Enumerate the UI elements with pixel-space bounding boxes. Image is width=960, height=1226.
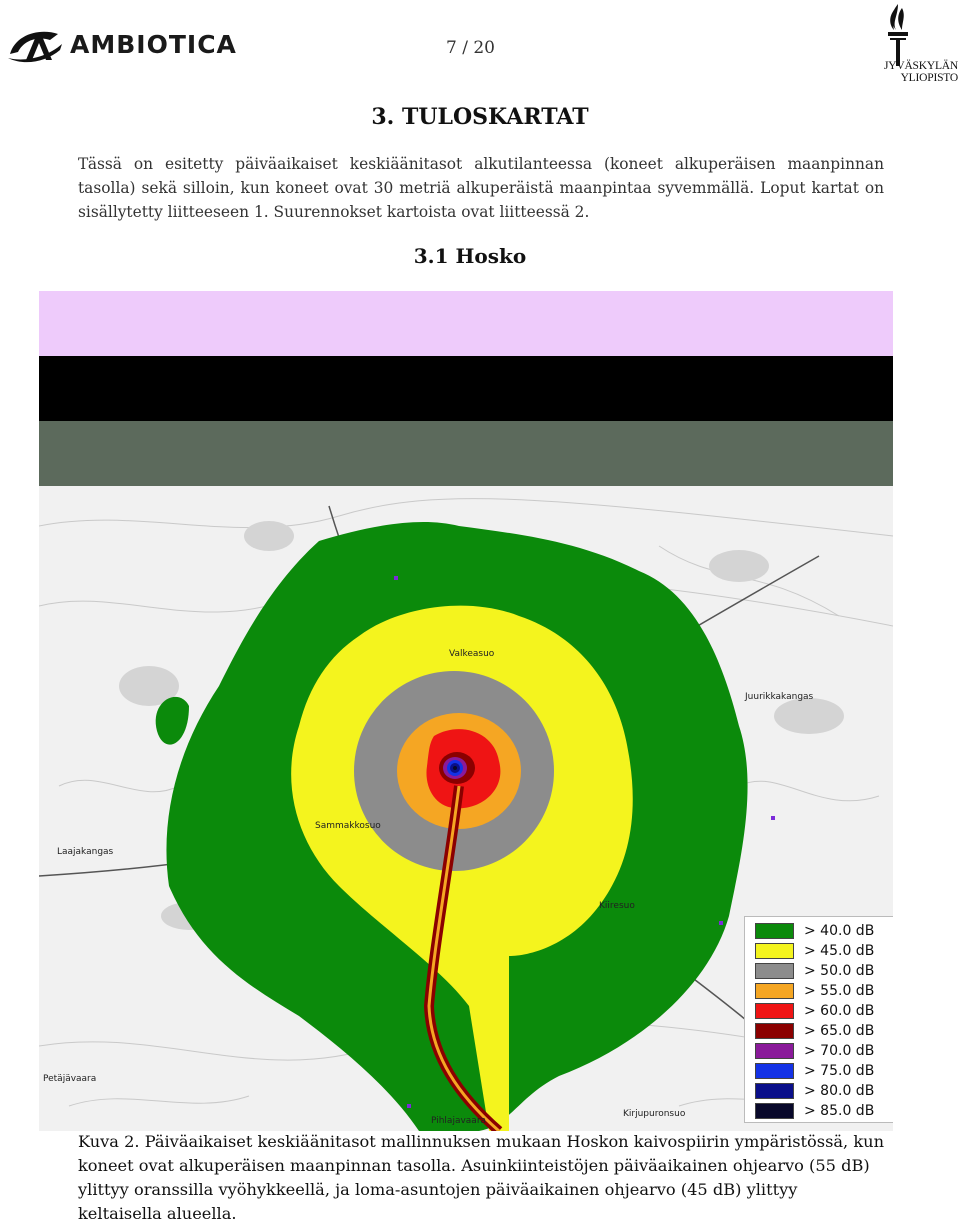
legend-label: > 50.0 dB xyxy=(804,962,875,979)
map-band-grey xyxy=(39,421,893,486)
legend-item xyxy=(755,981,890,1000)
legend-swatch-60db xyxy=(755,1003,794,1019)
place-label-valkeasuo: Valkeasuo xyxy=(449,649,495,659)
legend-label: > 75.0 dB xyxy=(804,1062,875,1079)
company-logo-text: AMBIOTICA xyxy=(70,29,237,59)
ambiotica-emblem-icon xyxy=(6,24,64,64)
legend-label: > 80.0 dB xyxy=(804,1082,875,1099)
legend-item xyxy=(755,1061,890,1080)
place-label-petajavaara: Petäjävaara xyxy=(43,1074,97,1084)
legend-swatch-80db xyxy=(755,1083,794,1099)
ambiotica-logo xyxy=(6,22,254,66)
legend-label: > 60.0 dB xyxy=(804,1002,875,1019)
map-band-black xyxy=(39,356,893,421)
subsection-title: 3.1 Hosko xyxy=(413,244,527,268)
legend-swatch-85db xyxy=(755,1103,794,1119)
legend-item xyxy=(755,921,890,940)
legend-swatch-40db xyxy=(755,923,794,939)
university-logo xyxy=(828,2,958,84)
section-title: 3. TULOSKARTAT xyxy=(371,104,589,130)
legend-item xyxy=(755,1101,890,1120)
intro-paragraph: Tässä on esitetty päiväaikaiset keskiäänitasot alkutilanteessa (koneet alkuperäisen maanpinnan tasolla) sekä silloin, kun koneet ovat 30 metriä alkuperäistä maanpintaa syvemmällä. Loput kartat on sisällytetty liitteeseen 1. Suurennokset kartoista ovat liitteessä 2. xyxy=(78,155,884,221)
legend-item xyxy=(755,1021,890,1040)
legend-label: > 45.0 dB xyxy=(804,942,875,959)
place-label-juurikkakangas: Juurikkakangas xyxy=(745,692,814,702)
legend-item xyxy=(755,1041,890,1060)
legend-swatch-70db xyxy=(755,1043,794,1059)
legend-label: > 70.0 dB xyxy=(804,1042,875,1059)
map-band-pink xyxy=(39,291,893,356)
figure-caption: Kuva 2. Päiväaikaiset keskiäänitasot mallinnuksen mukaan Hoskon kaivospiirin ympäristössä, kun koneet ovat alkuperäisen maanpinnan tasolla. Asuinkiinteistöjen päiväaikainen ohjearvo (55 dB) ylittyy oranssilla vyöhykkeellä, ja loma-asuntojen päiväaikainen ohjearvo (45 dB) ylittyy keltaisella alueella. xyxy=(78,1132,884,1223)
legend-swatch-45db xyxy=(755,943,794,959)
torch-icon xyxy=(878,2,918,68)
noise-map xyxy=(39,291,893,1131)
legend-swatch-50db xyxy=(755,963,794,979)
place-label-kirjupuronsuo: Kirjupuronsuo xyxy=(623,1109,686,1119)
legend-label: > 55.0 dB xyxy=(804,982,875,999)
place-label-sammakkosuo: Sammakkosuo xyxy=(315,821,381,831)
legend-item xyxy=(755,961,890,980)
place-label-kiiresuo: Kiiresuo xyxy=(599,901,635,911)
legend-swatch-55db xyxy=(755,983,794,999)
legend-label: > 85.0 dB xyxy=(804,1102,875,1119)
place-label-laajakangas: Laajakangas xyxy=(57,847,114,857)
legend-label: > 40.0 dB xyxy=(804,922,875,939)
legend-item xyxy=(755,941,890,960)
map-legend xyxy=(744,916,893,1123)
place-label-pihlajavaara: Pihlajavaara xyxy=(431,1116,487,1126)
zone-85db xyxy=(453,766,457,770)
page-number: 7 / 20 xyxy=(446,38,495,58)
university-logo-text: JYVÄSKYLÄN YLIOPISTO xyxy=(883,60,958,84)
legend-label: > 65.0 dB xyxy=(804,1022,875,1039)
legend-swatch-65db xyxy=(755,1023,794,1039)
legend-swatch-75db xyxy=(755,1063,794,1079)
legend-item xyxy=(755,1001,890,1020)
legend-item xyxy=(755,1081,890,1100)
